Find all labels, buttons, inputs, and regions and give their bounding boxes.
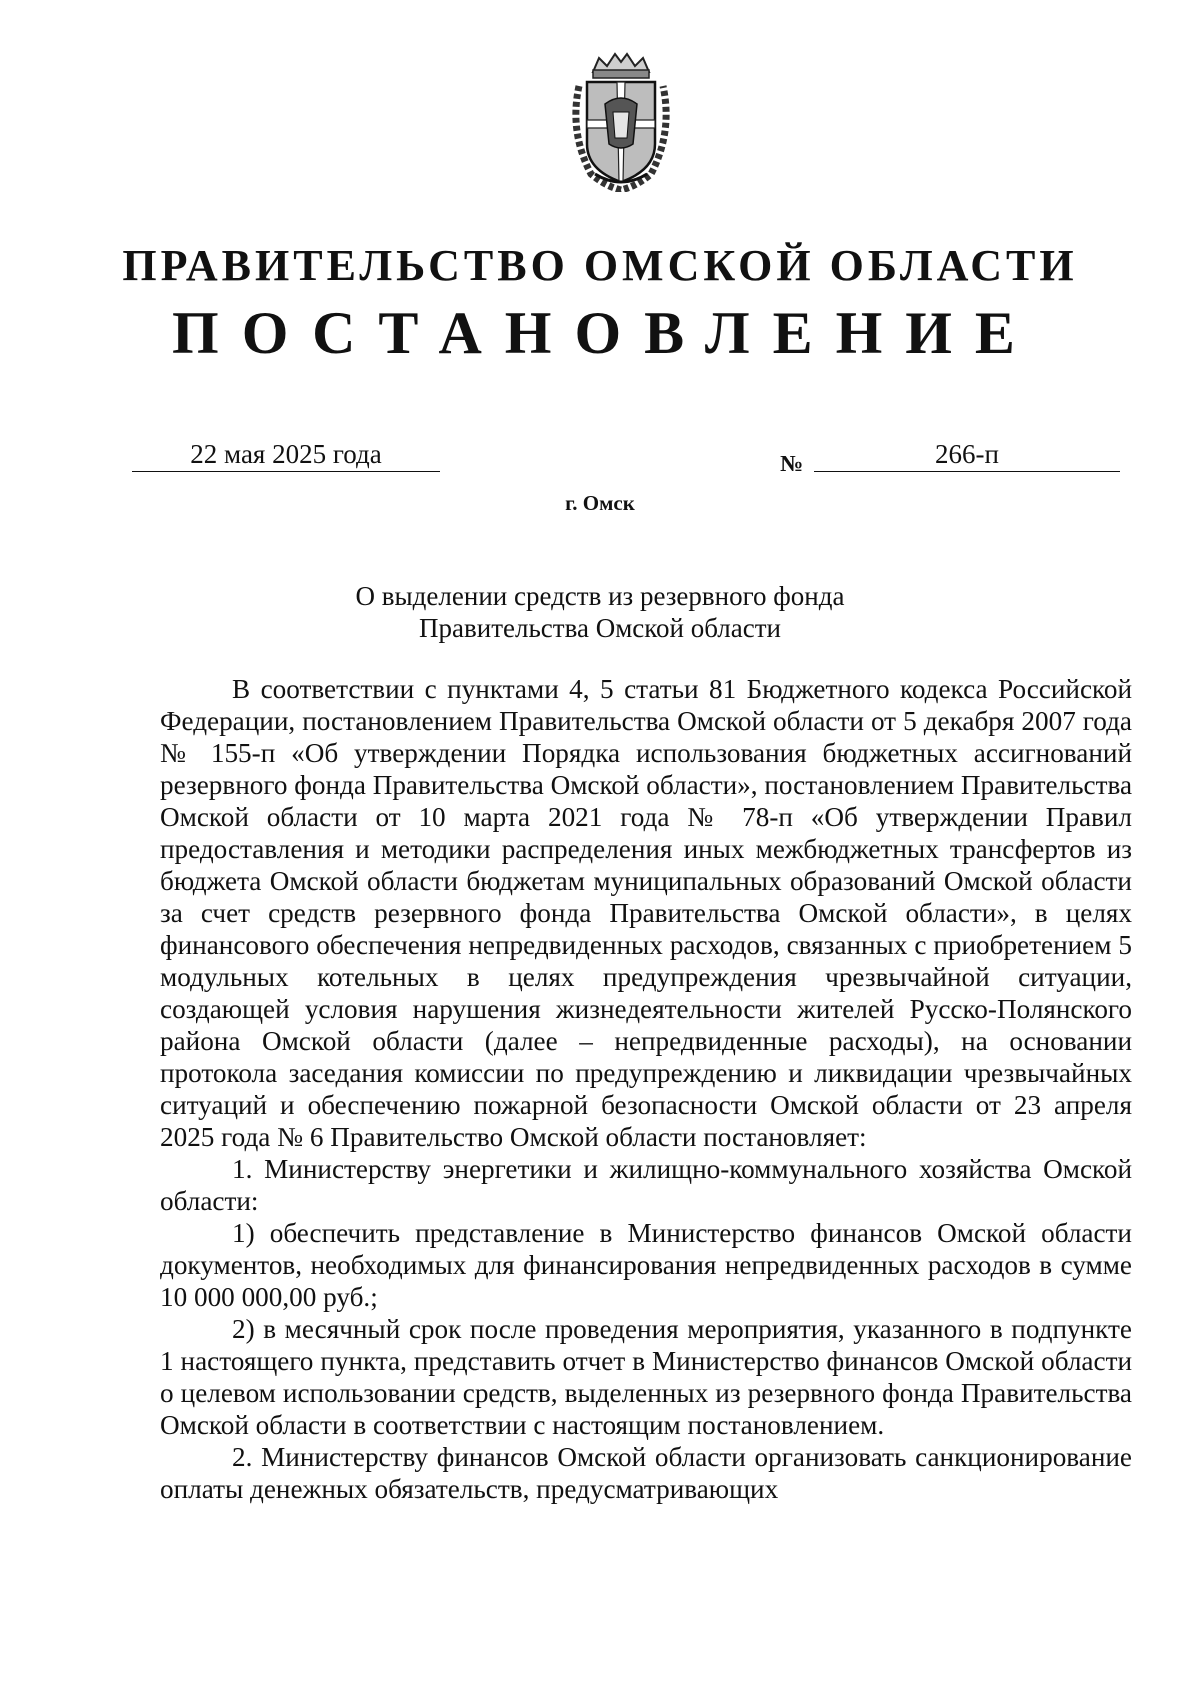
document-date: 22 мая 2025 года — [132, 438, 440, 472]
preamble-paragraph: В соответствии с пунктами 4, 5 статьи 81 Бюджетного кодекса Российской Федерации, постановлением Правительства Омской области от 5 декабря 2007 года № 155-п «Об утверждении Порядка использования бюджетных ассигнований резервного фонда Правительства Омской области», постановлением Правительства Омской области от 10 марта 2021 года № 78-п «Об утверждении Правил предоставления и методики распределения иных межбюджетных трансфертов из бюджета Омской области бюджетам муниципальных образований Омской области за счет средств резервного фонда Правительства Омской области», в целях финансового обеспечения непредвиденных расходов, связанных с приобретением 5 модульных котельных в целях предупреждения чрезвычайной ситуации, создающей условия нарушения жизнедеятельности жителей Русско-Полянского района Омской области (далее – непредвиденные расходы), на основании протокола заседания комиссии по предупреждению и ликвидации чрезвычайных ситуаций и обеспечению пожарной безопасности Омской области от 23 апреля 2025 года № 6 Правительство Омской области постановляет: — [160, 674, 1133, 1152]
item-1-1-paragraph: 1) обеспечить представление в Министерство финансов Омской области документов, необходимых для финансирования непредвиденных расходов в сумме 10 000 000,00 руб.; — [160, 1218, 1132, 1312]
item-2-paragraph: 2. Министерству финансов Омской области организовать санкционирование оплаты денежных обязательств, предусматривающих — [160, 1442, 1132, 1504]
document-heading — [0, 580, 1200, 644]
coat-of-arms-icon — [565, 52, 677, 192]
item-1-paragraph: 1. Министерству энергетики и жилищно-коммунального хозяйства Омской области: — [160, 1154, 1132, 1216]
document-number: 266-п — [814, 438, 1120, 472]
city-label: г. Омск — [565, 491, 635, 515]
document-type-title: ПОСТАНОВЛЕНИЕ — [172, 300, 1038, 366]
number-sign: № — [780, 451, 804, 476]
heading-line-1: О выделении средств из резервного фонда — [355, 581, 845, 611]
item-1-2-paragraph: 2) в месячный срок после проведения мероприятия, указанного в подпункте 1 настоящего пункта, представить отчет в Министерство финансов Омской области о целевом использовании средств, выделенных из резервного фонда Правительства Омской области в соответствии с настоящим постановлением. — [160, 1314, 1132, 1440]
organization-title: ПРАВИТЕЛЬСТВО ОМСКОЙ ОБЛАСТИ — [122, 241, 1078, 290]
document-body — [160, 673, 1132, 1505]
heading-line-2: Правительства Омской области — [419, 613, 781, 643]
